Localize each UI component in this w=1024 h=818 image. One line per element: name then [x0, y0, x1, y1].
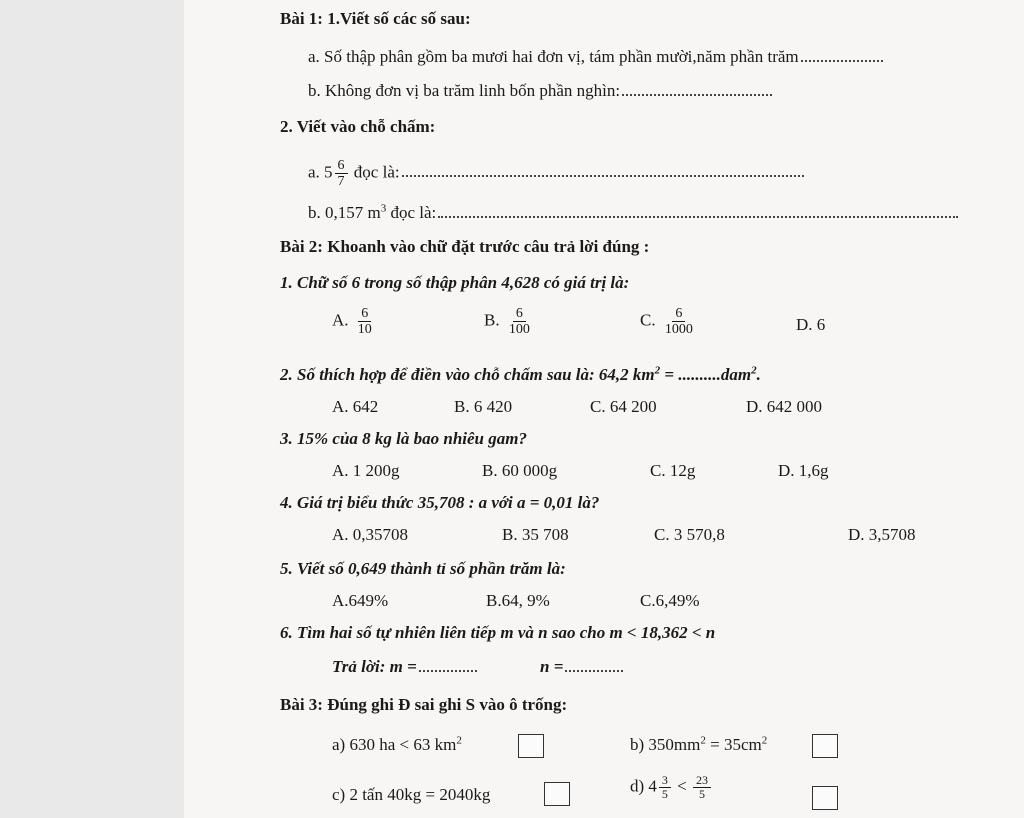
fraction-numerator: 6	[672, 306, 685, 322]
fraction-denominator: 5	[661, 787, 668, 801]
bai2-title: Bài 2: Khoanh vào chữ đặt trước câu trả lời đúng :	[280, 237, 650, 256]
q1-option-b	[484, 306, 535, 337]
q3-option-c: C. 12g	[650, 461, 696, 480]
answer-box-c[interactable]	[544, 782, 570, 806]
fraction-denominator: 100	[508, 322, 530, 337]
q1-option-d: D. 6	[796, 315, 826, 334]
bai3-item-c: c) 2 tấn 40kg = 2040kg	[332, 785, 491, 804]
q4-option-b: B. 35 708	[502, 525, 569, 544]
q6-m-label: Trả lời: m =	[332, 657, 417, 676]
q1-option-a	[332, 306, 377, 337]
answer-box-d[interactable]	[812, 786, 838, 810]
bai3-a-exponent: 2	[456, 734, 462, 747]
option-letter: B.	[484, 310, 500, 330]
answer-dots	[622, 80, 772, 96]
q4-option-a: A. 0,35708	[332, 525, 409, 544]
q6-answer-m	[332, 656, 477, 678]
bai1-q2b	[308, 202, 958, 224]
fraction-numerator: 6	[358, 306, 371, 322]
q2-exponent: 2	[751, 364, 757, 377]
q2-option-b: B. 6 420	[454, 397, 513, 416]
q3-option-d: D. 1,6g	[778, 461, 829, 480]
fraction-numerator: 23	[693, 774, 711, 788]
answer-dots	[438, 202, 958, 218]
q4-option-c: C. 3 570,8	[654, 525, 725, 544]
fraction-numerator: 6	[513, 306, 526, 322]
answer-dots	[565, 656, 623, 672]
q4-option-d: D. 3,5708	[848, 525, 916, 544]
q2-text: 2. Số thích hợp để điền vào chỗ chấm sau là: 64,2 km	[280, 365, 655, 384]
bai2-q6: 6. Tìm hai số tự nhiên liên tiếp m và n sao cho m < 18,362 < n	[280, 623, 716, 642]
bai3-b-exponent: 2	[761, 734, 768, 747]
bai3-b-text: b) 350mm	[630, 735, 701, 754]
q2a-fraction	[335, 158, 348, 189]
option-letter: C.	[640, 310, 656, 330]
bai1-item-a-text: a. Số thập phân gồm ba mươi hai đơn vị, tám phần mười,năm phần trăm	[308, 47, 799, 66]
bai2-q3: 3. 15% của 8 kg là bao nhiêu gam?	[280, 429, 527, 448]
bai2-q1: 1. Chữ số 6 trong số thập phân 4,628 có giá trị là:	[280, 273, 630, 292]
q2-option-a: A. 642	[332, 397, 379, 416]
q5-option-b: B.64, 9%	[486, 591, 550, 610]
bai3-b-mid: = 35cm	[705, 735, 762, 754]
q3-option-b: B. 60 000g	[482, 461, 558, 480]
bai3-d-less-than: <	[677, 776, 687, 796]
q2b-suffix: đọc là:	[390, 203, 437, 222]
answer-dots	[419, 656, 477, 672]
fraction-denominator: 7	[337, 174, 345, 189]
bai3-b-exponent: 2	[700, 734, 706, 747]
bai3-item-a	[332, 734, 462, 756]
option-letter: A.	[332, 310, 349, 330]
bai3-d-fraction2	[693, 774, 711, 801]
q2-end: .	[756, 365, 761, 384]
answer-dots	[402, 161, 804, 177]
q2a-whole: a. 5	[308, 162, 333, 182]
bai1-item-b-text: b. Không đơn vị ba trăm linh bốn phần nghìn:	[308, 81, 621, 100]
fraction-denominator: 5	[699, 787, 706, 801]
bai3-a-text: a) 630 ha < 63 km	[332, 735, 457, 754]
q6-n-label: n =	[540, 657, 564, 676]
fraction-denominator: 10	[357, 322, 372, 337]
bai1-title: Bài 1: 1.Viết số các số sau:	[280, 9, 471, 28]
bai2-q4: 4. Giá trị biểu thức 35,708 : a với a = 0,01 là?	[280, 493, 600, 512]
option-fraction	[355, 306, 375, 337]
q2b-value: b. 0,157 m	[308, 203, 381, 222]
bai1-item-b	[308, 80, 772, 102]
fraction-numerator: 6	[335, 158, 348, 174]
bai3-item-b	[630, 734, 767, 756]
answer-box-a[interactable]	[518, 734, 544, 758]
answer-box-b[interactable]	[812, 734, 838, 758]
q2-exponent: 2	[654, 364, 661, 377]
bai3-item-d	[630, 774, 713, 801]
q2-blank: = ..........dam	[660, 365, 752, 384]
q5-option-c: C.6,49%	[640, 591, 700, 610]
q3-option-a: A. 1 200g	[332, 461, 400, 480]
q2-option-d: D. 642 000	[746, 397, 823, 416]
bai1-item-a	[308, 46, 883, 68]
bai3-d-fraction1	[659, 774, 671, 801]
worksheet-page	[184, 0, 1024, 818]
bai2-q5: 5. Viết số 0,649 thành tỉ số phần trăm là:	[280, 559, 566, 578]
option-fraction	[662, 306, 696, 337]
bai3-d-whole: d) 4	[630, 776, 657, 796]
q2a-suffix: đọc là:	[353, 162, 400, 182]
fraction-denominator: 1000	[664, 322, 693, 337]
q2-option-c: C. 64 200	[590, 397, 657, 416]
bai3-title: Bài 3: Đúng ghi Đ sai ghi S vào ô trống:	[280, 695, 568, 714]
bai2-q2	[280, 364, 761, 386]
answer-dots	[801, 46, 883, 62]
fraction-numerator: 3	[659, 774, 671, 788]
q1-option-c	[640, 306, 698, 337]
bai1-q2a	[308, 158, 804, 189]
q2b-exponent: 3	[380, 202, 387, 215]
bai1-sub2-title: 2. Viết vào chỗ chấm:	[280, 117, 436, 136]
q5-option-a: A.649%	[332, 591, 389, 610]
option-fraction	[506, 306, 533, 337]
q6-answer-n	[540, 656, 623, 678]
